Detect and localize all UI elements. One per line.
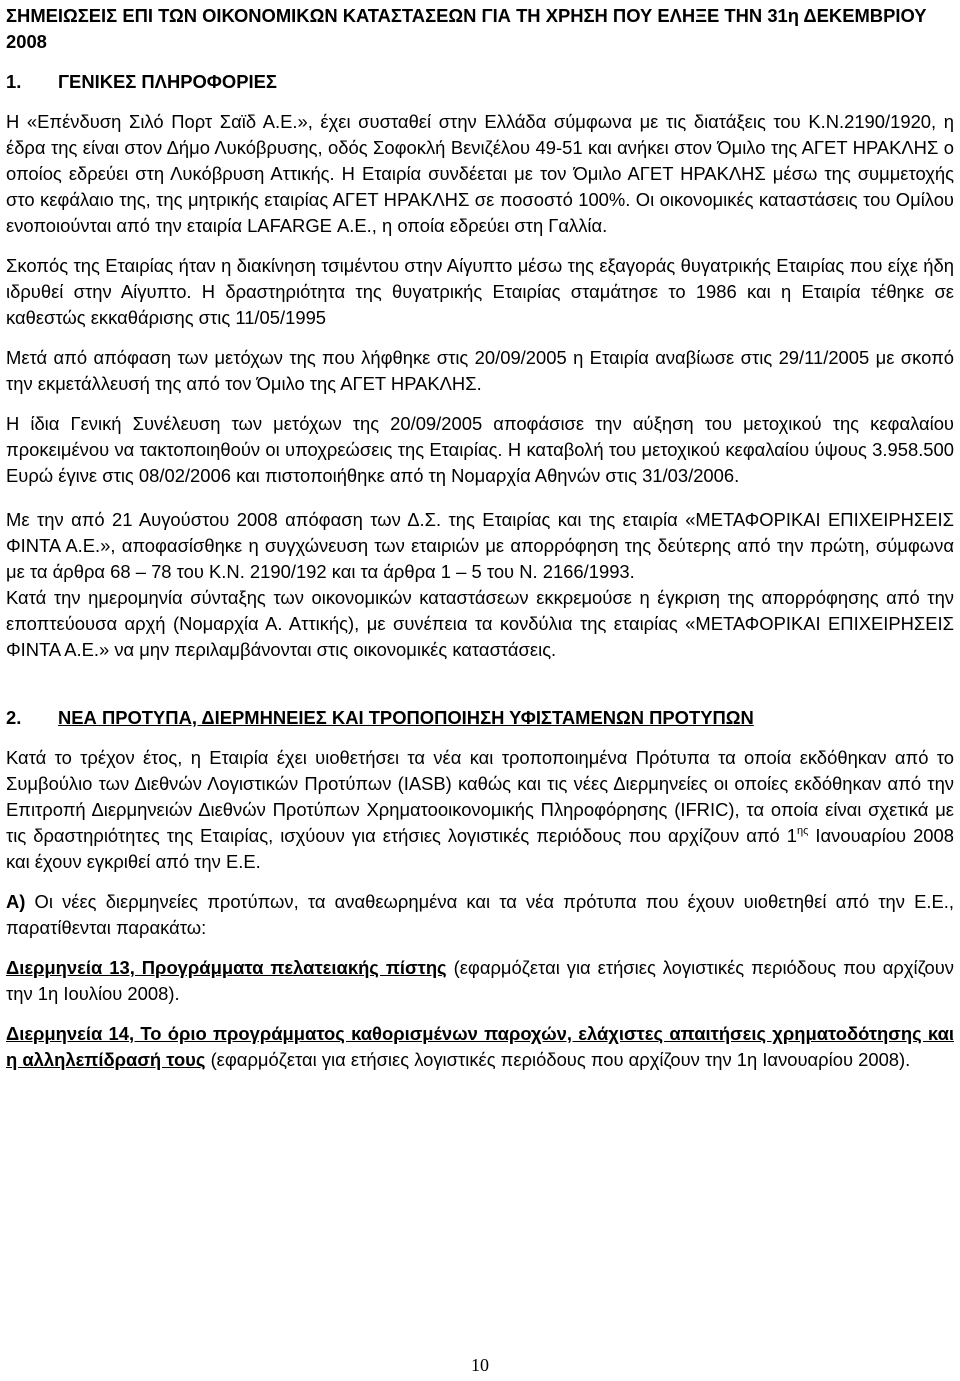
interpretation-14-text: (εφαρμόζεται για ετήσιες λογιστικές περιόδους που αρχίζουν την 1η Ιανουαρίου 2008). [205,1049,911,1070]
section-1-title: ΓΕΝΙΚΕΣ ΠΛΗΡΟΦΟΡΙΕΣ [58,71,277,92]
general-info-paragraph-5: Με την από 21 Αυγούστου 2008 απόφαση των Δ.Σ. της Εταιρίας και της εταιρία «ΜΕΤΑΦΟΡΙΚΑΙ ΕΠΙΧΕΙΡΗΣΕΙΣ ΦΙΝΤΑ Α.Ε.», αποφασίσθηκε η συγχώνευση των εταιριών με απορρόφηση της δεύτερης από την πρώτη, σύμφωνα με τα άρθρα 68 – 78 του Κ.Ν. 2190/192 και τα άρθρα 1 – 5 του Ν. 2166/1993. [6,509,954,582]
section-2-heading [6,705,954,731]
interpretation-14-paragraph [6,1021,954,1073]
interpretation-13-paragraph [6,955,954,1007]
standards-paragraph-a [6,889,954,941]
document-title: ΣΗΜΕΙΩΣΕΙΣ ΕΠΙ ΤΩΝ ΟΙΚΟΝΟΜΙΚΩΝ ΚΑΤΑΣΤΑΣΕΩΝ ΓΙΑ ΤΗ ΧΡΗΣΗ ΠΟΥ ΕΛΗΞΕ ΤΗΝ 31η ΔΕΚΕΜΒΡΙΟΥ 2008 [6,5,927,52]
general-info-paragraph-6: Κατά την ημερομηνία σύνταξης των οικονομικών καταστάσεων εκκρεμούσε η έγκριση της απορρόφησης από την εποπτεύουσα αρχή (Νομαρχία Α. Αττικής), με συνέπεια τα κονδύλια της εταιρίας «ΜΕΤΑΦΟΡΙΚΑΙ ΕΠΙΧΕΙΡΗΣΕΙΣ ΦΙΝΤΑ Α.Ε.» να μην περιλαμβάνονται στις οικονομικές καταστάσεις. [6,587,954,660]
general-info-paragraph-1: Η «Επένδυση Σιλό Πορτ Σαϊδ Α.Ε.», έχει συσταθεί στην Ελλάδα σύμφωνα με τις διατάξεις του Κ.Ν.2190/1920, η έδρα της είναι στον Δήμο Λυκόβρυσης, οδός Σοφοκλή Βενιζέλου 49-51 και ανήκει στον Όμιλο της ΑΓΕΤ ΗΡΑΚΛΗΣ ο οποίος εδρεύει στη Λυκόβρυση Αττικής. Η Εταιρία συνδέεται με τον Όμιλο ΑΓΕΤ ΗΡΑΚΛΗΣ μέσω της συμμετοχής στο κεφάλαιο της, της μητρικής εταιρίας ΑΓΕΤ ΗΡΑΚΛΗΣ σε ποσοστό 100%. Οι οικονομικές καταστάσεις του Ομίλου ενοποιούνται από την εταιρία LAFARGE Α.Ε., η οποία εδρεύει στη Γαλλία. [6,111,954,236]
standards-paragraph-1-tail: Ιανουαρίου 2008 και έχουν εγκριθεί από την Ε.Ε. [6,825,954,872]
interpretation-13-title: Διερμηνεία 13, Προγράμματα πελατειακής πίστης [6,957,447,978]
standards-paragraph-1 [6,745,954,875]
section-2-title: ΝΕΑ ΠΡΟΤΥΠΑ, ΔΙΕΡΜΗΝΕΙΕΣ ΚΑΙ ΤΡΟΠΟΠΟΙΗΣΗ ΥΦΙΣΤΑΜΕΝΩΝ ΠΡΟΤΥΠΩΝ [58,707,754,728]
interpretation-13-text: (εφαρμόζεται για ετήσιες λογιστικές περιόδους που αρχίζουν την 1η Ιουλίου 2008). [6,957,954,1004]
general-info-paragraph-4: Η ίδια Γενική Συνέλευση των μετόχων της 20/09/2005 αποφάσισε την αύξηση του μετοχικού της κεφαλαίου προκειμένου να τακτοποιηθούν οι υποχρεώσεις της Εταιρίας. Η καταβολή του μετοχικού κεφαλαίου ύψους 3.958.500 Ευρώ έγινε στις 08/02/2006 και πιστοποιήθηκε από τη Νομαρχία Αθηνών στις 31/03/2006. [6,413,954,486]
document-page [6,0,954,1073]
section-1-number: 1. [6,71,22,92]
general-info-paragraph-3: Μετά από απόφαση των μετόχων της που λήφθηκε στις 20/09/2005 η Εταιρία αναβίωσε στις 29/11/2005 με σκοπό την εκμετάλλευσή της από τον Όμιλο της ΑΓΕΤ ΗΡΑΚΛΗΣ. [6,347,954,394]
section-2-number: 2. [6,707,22,728]
item-a-label: Α) [6,891,26,912]
item-a-text: Οι νέες διερμηνείες προτύπων, τα αναθεωρημένα και τα νέα πρότυπα που έχουν υιοθετηθεί από την Ε.Ε., παρατίθενται παρακάτω: [6,891,954,938]
section-1-heading [6,69,954,95]
standards-paragraph-1-text: Κατά το τρέχον έτος, η Εταιρία έχει υιοθετήσει τα νέα και τροποποιημένα Πρότυπα τα οποία εκδόθηκαν από το Συμβούλιο των Διεθνών Λογιστικών Προτύπων (IASB) καθώς και τις νέες Διερμηνείες οι οποίες εκδόθηκαν από την Επιτροπή Διερμηνειών Διεθνών Προτύπων Χρηματοοικονομικής Πληροφόρησης (IFRIC), τα οποία είναι σχετικά με τις δραστηριότητες της Εταιρίας, ισχύουν για ετήσιες λογιστικές περιόδους που αρχίζουν από 1 [6,747,954,846]
interpretation-14-title: Διερμηνεία 14, Το όριο προγράμματος καθορισμένων παροχών, ελάχιστες απαιτήσεις χρηματοδότησης και η αλληλεπίδρασή τους [6,1023,954,1070]
page-number: 10 [471,1355,489,1375]
general-info-paragraph-2: Σκοπός της Εταιρίας ήταν η διακίνηση τσιμέντου στην Αίγυπτο μέσω της εξαγοράς θυγατρικής Εταιρίας που είχε ήδη ιδρυθεί στην Αίγυπτο. Η δραστηριότητα της θυγατρικής Εταιρίας σταμάτησε το 1986 και η Εταιρία τέθηκε σε καθεστώς εκκαθάρισης στις 11/05/1995 [6,255,954,328]
superscript-ordinal: ης [796,825,809,837]
